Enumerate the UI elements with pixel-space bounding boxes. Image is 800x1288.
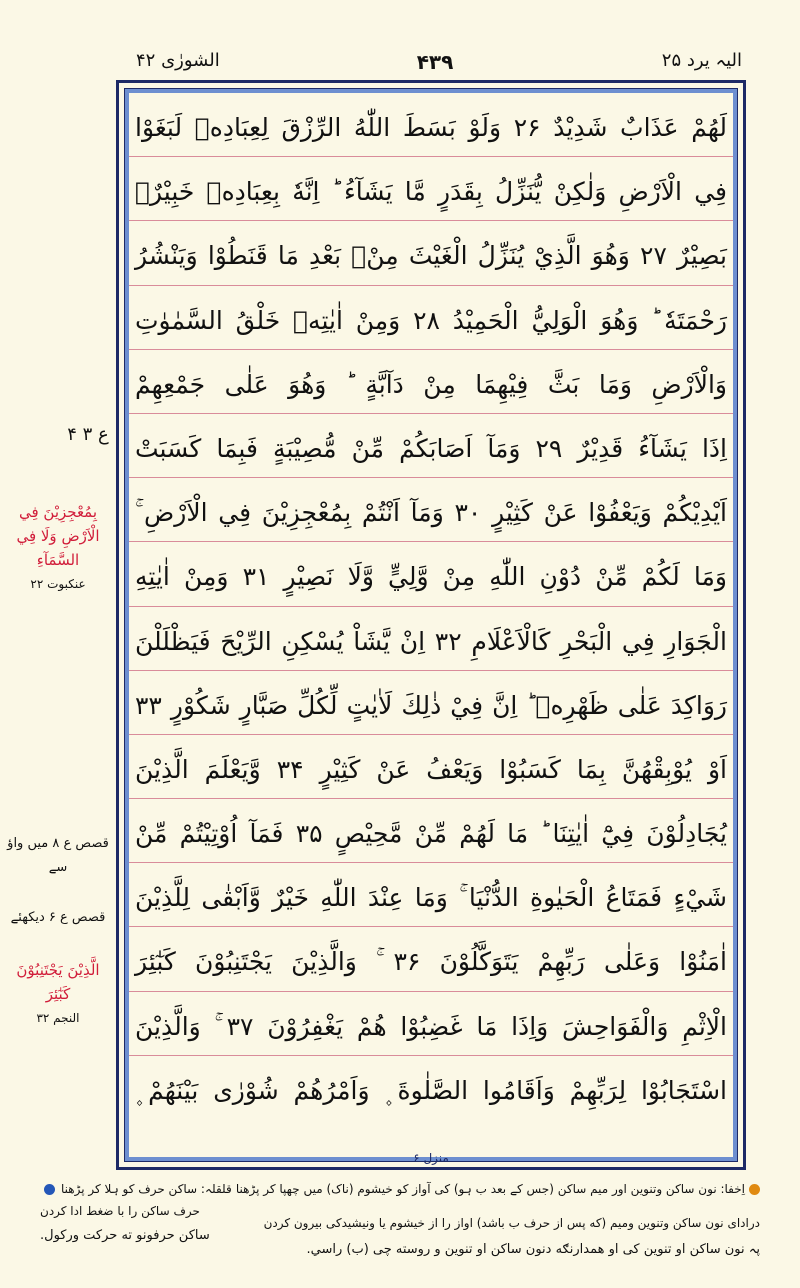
qalqala-urdu: قلقلہ: ساکن حرف کو ہلا کر پڑھنا [61,1182,232,1196]
cross-reference-2 [4,958,112,1030]
verse-line-9: الْجَوَارِ فِي الْبَحْرِ كَالْاَعْلَامِ ۳۲ اِنْ يَّشَاْ يُسْكِنِ الرِّيْحَ فَيَظْلَلْنَ [129,607,733,671]
verse-line-4: رَحْمَتَهٗ ؕ وَهُوَ الْوَلِيُّ الْحَمِيْدُ ۲۸ وَمِنْ اٰيٰتِهٖ خَلْقُ السَّمٰوٰتِ [129,286,733,350]
verse-line-8: وَمَا لَكُمْ مِّنْ دُوْنِ اللّٰهِ مِنْ وَّلِيٍّ وَّلَا نَصِيْرٍ ۳۱ وَمِنْ اٰيٰتِهِ [129,542,733,606]
surah-name: الشورٰی ۴۲ [136,50,220,71]
verse-line-14: اٰمَنُوْا وَعَلٰى رَبِّهِمْ يَتَوَكَّلُوْنَ ۳۶ ۚ وَالَّذِيْنَ يَجْتَنِبُوْنَ كَبٰٓئِرَ [129,927,733,991]
qalqala-note [40,1182,232,1196]
verse-line-2: فِي الْاَرْضِ وَلٰكِنْ يُّنَزِّلُ بِقَدَرٍ مَّا يَشَآءُ ؕ اِنَّهٗ بِعِبَادِهٖ خَبِيْرٌۢ [129,157,733,221]
verse-line-10: رَوَاكِدَ عَلٰى ظَهْرِهٖ ؕ اِنَّ فِيْ ذٰلِكَ لَاٰيٰتٍ لِّكُلِّ صَبَّارٍ شَكُوْرٍ ۳۳ [129,671,733,735]
verse-line-16: اسْتَجَابُوْا لِرَبِّهِمْ وَاَقَامُوا الصَّلٰوةَ ۪ وَاَمْرُهُمْ شُوْرٰى بَيْنَهُمْ ۪ [135,1075,727,1105]
verse-line-7: اَيْدِيْكُمْ وَيَعْفُوْا عَنْ كَثِيْرٍ ۳۰ وَمَآ اَنْتُمْ بِمُعْجِزِيْنَ فِي الْاَرْضِ ۚ [129,478,733,542]
verse-line-1: لَهُمْ عَذَابٌ شَدِيْدٌ ۲۶ وَلَوْ بَسَطَ اللّٰهُ الرِّزْقَ لِعِبَادِهٖ لَبَغَوْا [129,93,733,157]
verse-line-6: اِذَا يَشَآءُ قَدِيْرٌ ۲۹ وَمَآ اَصَابَكُمْ مِّنْ مُّصِيْبَةٍ فَبِمَا كَسَبَتْ [129,414,733,478]
cross-reference-1-source: عنکبوت ۲۲ [30,577,86,591]
page-number: ۴۳۹ [416,50,454,74]
qalqala-pashto: ساکن حرفونو ته حرکت ورکول. [40,1228,210,1243]
cross-reference-2-text: الَّذِيْنَ يَجْتَنِبُوْنَ كَبٰٓئِرَ [16,961,100,1003]
tajweed-footer [40,1180,760,1280]
ikhfa-color-dot-icon [749,1184,760,1195]
ruku-marker: ع ۳ ۴ [67,424,109,445]
manzil-label: منزل ۶ [413,1151,449,1165]
cross-reference-2-source: النجم ۳۲ [36,1011,80,1025]
verse-line-3: بَصِيْرٌ ۲۷ وَهُوَ الَّذِيْ يُنَزِّلُ الْغَيْثَ مِنْۢ بَعْدِ مَا قَنَطُوْا وَيَنْشُرُ [129,221,733,285]
qasas-note-1: قصص ع ۸ میں واؤ سے [7,836,109,875]
page-header [120,44,750,84]
qasas-notes [4,832,112,930]
qalqala-persian: حرف ساكن را با ضغط ادا كردن [40,1204,200,1218]
ikhfa-pashto: پہ نون ساکن او تنوین کی او همدارنګه دنون ساکن او تنوین و روسته چی (ب) راسي. [306,1242,760,1257]
verse-line-12: يُجَادِلُوْنَ فِيْٓ اٰيٰتِنَا ؕ مَا لَهُمْ مِّنْ مَّحِيْصٍ ۳۵ فَمَآ اُوْتِيْتُمْ مِّنْ [129,799,733,863]
qalqala-color-dot-icon [44,1184,55,1195]
para-name: الیہ یرد ۲۵ [661,50,742,71]
verse-line-5: وَالْاَرْضِ وَمَا بَثَّ فِيْهِمَا مِنْ دَآبَّةٍ ؕ وَهُوَ عَلٰى جَمْعِهِمْ [129,350,733,414]
cross-reference-1 [4,500,112,596]
ikhfa-note [236,1182,760,1196]
cross-reference-1-text: بِمُعْجِزِيْنَ فِي الْاَرْضِ وَلَا فِي السَّمَآءِ [16,503,100,569]
verse-line-15: الْاِثْمِ وَالْفَوَاحِشَ وَاِذَا مَا غَضِبُوْا هُمْ يَغْفِرُوْنَ ۳۷ ۚ وَالَّذِيْنَ [129,992,733,1056]
verse-line-11: اَوْ يُوْبِقْهُنَّ بِمَا كَسَبُوْا وَيَعْفُ عَنْ كَثِيْرٍ ۳۴ وَّيَعْلَمَ الَّذِيْنَ [129,735,733,799]
ikhfa-urdu: اِخفا: نون ساکن وتنوین اور میم ساکن (جس کے بعد ب ہو) کی آواز کو خیشوم (ناک) میں چھپا کر پڑھنا [235,1182,745,1196]
verse-lines [129,93,733,1141]
verse-line-13: شَيْءٍ فَمَتَاعُ الْحَيٰوةِ الدُّنْيَا ۚ وَمَا عِنْدَ اللّٰهِ خَيْرٌ وَّاَبْقٰى لِلَّذِيْنَ [129,863,733,927]
qasas-note-2: قصص ع ۶ دیکھئے [10,910,106,925]
ikhfa-persian: دراداى نون ساكن وتنوين وميم (كه پس از حرف ب باشد) اواز را از خيشوم يا ونيشيدكى بيرون كردن [263,1216,760,1230]
page-frame [116,80,746,1170]
